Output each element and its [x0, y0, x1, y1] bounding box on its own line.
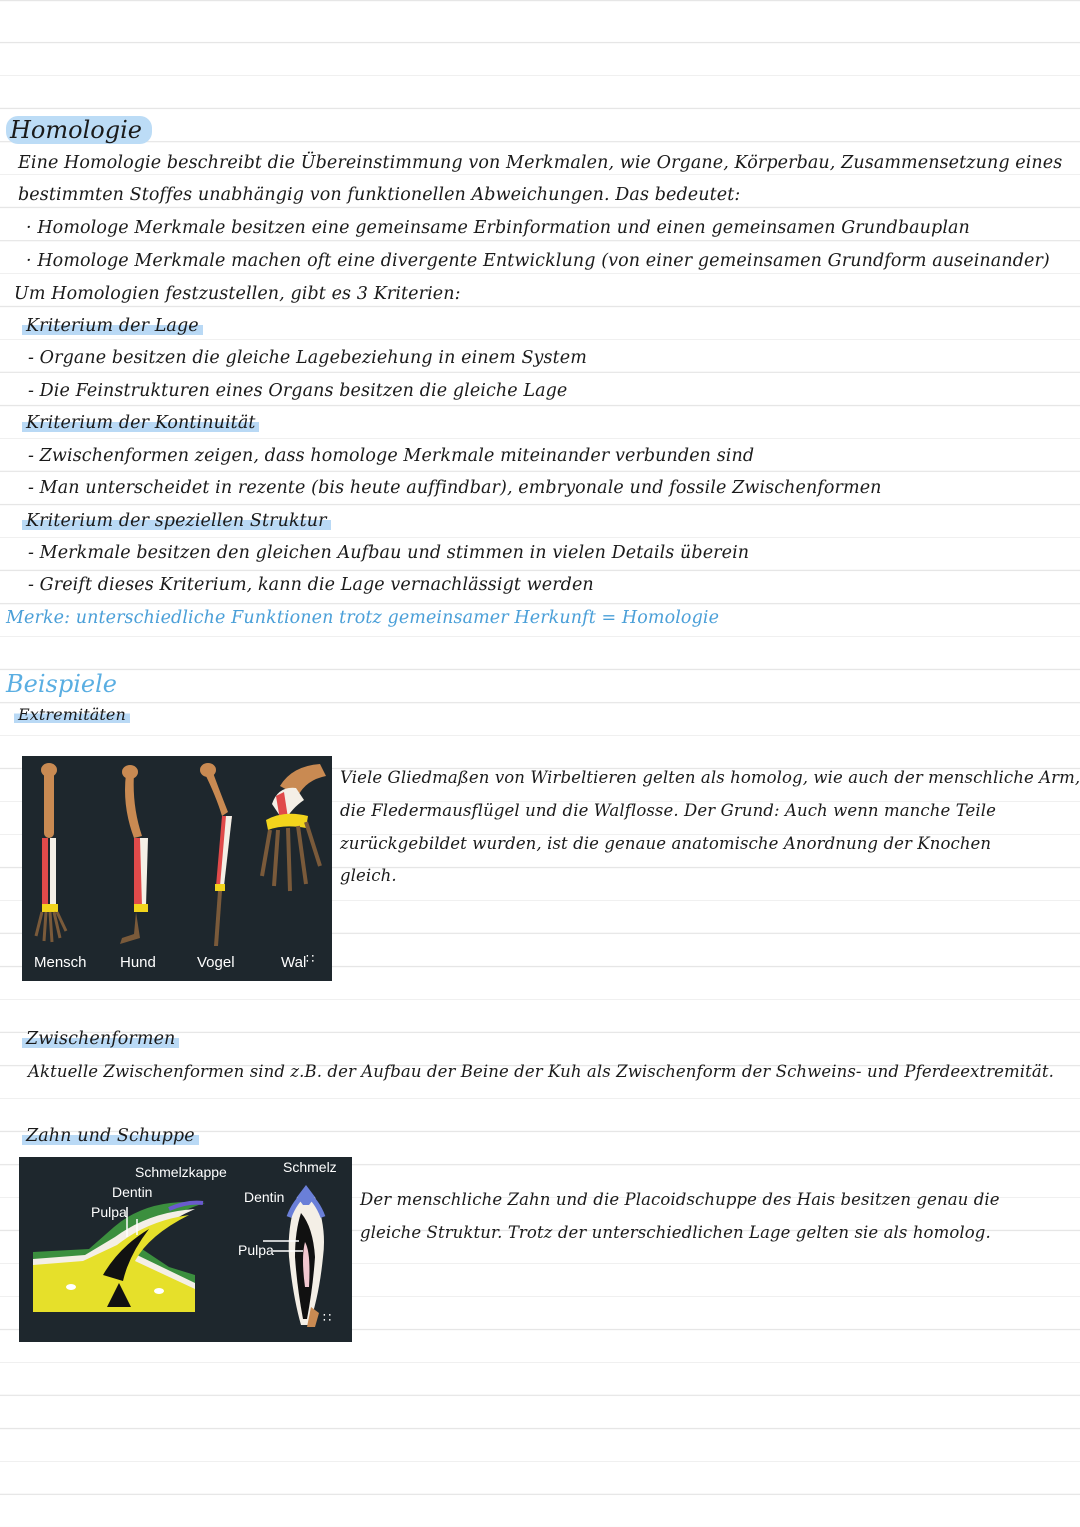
criterion-struktur-point-1: - Merkmale besitzen den gleichen Aufbau und stimmen in vielen Details überein: [28, 543, 750, 563]
intro-bullet-1: · Homologe Merkmale besitzen eine gemeinsame Erbinformation und einen gemeinsamen Grundbauplan: [26, 218, 970, 238]
intermediate-title: Zwischenformen: [22, 1029, 179, 1049]
intermediate-text: Aktuelle Zwischenformen sind z.B. der Aufbau der Beine der Kuh als Zwischenform der Schweins- und Pferdeextremität.: [28, 1062, 1054, 1081]
extremities-text-line-1: Viele Gliedmaßen von Wirbeltieren gelten als homolog, wie auch der menschliche Arm,: [340, 768, 1080, 787]
expand-icon[interactable]: ∷: [323, 1311, 332, 1326]
tooth-text-line-1: Der menschliche Zahn und die Placoidschuppe des Hais besitzen genau die: [360, 1190, 1000, 1209]
criterion-lage-point-2: - Die Feinstrukturen eines Organs besitzen die gleiche Lage: [28, 381, 568, 401]
label-dentin-right: Dentin: [244, 1189, 285, 1205]
figure-label-wal: Wal: [281, 954, 307, 971]
extremities-text-line-3: zurückgebildet wurden, ist die genaue anatomische Anordnung der Knochen: [340, 834, 992, 853]
criterion-struktur-point-2: - Greift dieses Kriterium, kann die Lage vernachlässigt werden: [28, 575, 594, 595]
label-schmelzkappe: Schmelzkappe: [135, 1164, 227, 1180]
intro-line-1: Eine Homologie beschreibt die Übereinstimmung von Merkmalen, wie Organe, Körperbau, Zusammensetzung eines: [18, 153, 1063, 173]
label-pulpa-left: Pulpa: [91, 1204, 127, 1220]
extremities-figure: [22, 756, 332, 981]
bird-wing-bones: [200, 763, 232, 946]
tooth-title: Zahn und Schuppe: [22, 1126, 199, 1146]
extremities-text-line-4: gleich.: [340, 866, 397, 885]
figure-label-mensch: Mensch: [34, 954, 87, 971]
human-arm-bones: [36, 763, 66, 942]
intro-line-2: bestimmten Stoffes unabhängig von funktionellen Abweichungen. Das bedeutet:: [18, 185, 741, 205]
criterion-kontinuitaet-point-1: - Zwischenformen zeigen, dass homologe Merkmale miteinander verbunden sind: [28, 446, 755, 466]
page-title: Homologie: [6, 116, 152, 144]
intro-bullet-2: · Homologe Merkmale machen oft eine divergente Entwicklung (von einer gemeinsamen Grundform auseinander): [26, 251, 1050, 271]
examples-heading: Beispiele: [6, 670, 117, 698]
label-pulpa-right: Pulpa: [238, 1242, 274, 1258]
extremities-title: Extremitäten: [14, 705, 130, 724]
criteria-intro: Um Homologien festzustellen, gibt es 3 Kriterien:: [14, 284, 461, 304]
tooth-text-line-2: gleiche Struktur. Trotz der unterschiedlichen Lage gelten sie als homolog.: [360, 1223, 991, 1242]
criterion-title-lage: Kriterium der Lage: [22, 316, 203, 336]
tooth-scale-illustration: [19, 1157, 352, 1342]
limb-bones-illustration: [22, 756, 332, 981]
figure-label-vogel: Vogel: [197, 954, 235, 971]
label-schmelz: Schmelz: [283, 1159, 337, 1175]
criterion-title-kontinuitaet: Kriterium der Kontinuität: [22, 413, 259, 433]
expand-icon[interactable]: ∷: [306, 952, 315, 967]
criterion-kontinuitaet-point-2: - Man unterscheidet in rezente (bis heute auffindbar), embryonale und fossile Zwischenformen: [28, 478, 882, 498]
whale-fin-bones: [262, 764, 326, 891]
tooth-scale-figure: [19, 1157, 352, 1342]
extremities-text-line-2: die Fledermausflügel und die Walflosse. Der Grund: Auch wenn manche Teile: [340, 801, 996, 820]
figure-label-hund: Hund: [120, 954, 156, 971]
dog-leg-bones: [120, 765, 148, 944]
merke-note: Merke: unterschiedliche Funktionen trotz gemeinsamer Herkunft = Homologie: [6, 608, 720, 628]
criterion-lage-point-1: - Organe besitzen die gleiche Lagebeziehung in einem System: [28, 348, 587, 368]
label-dentin-left: Dentin: [112, 1184, 153, 1200]
criterion-title-struktur: Kriterium der speziellen Struktur: [22, 511, 331, 531]
